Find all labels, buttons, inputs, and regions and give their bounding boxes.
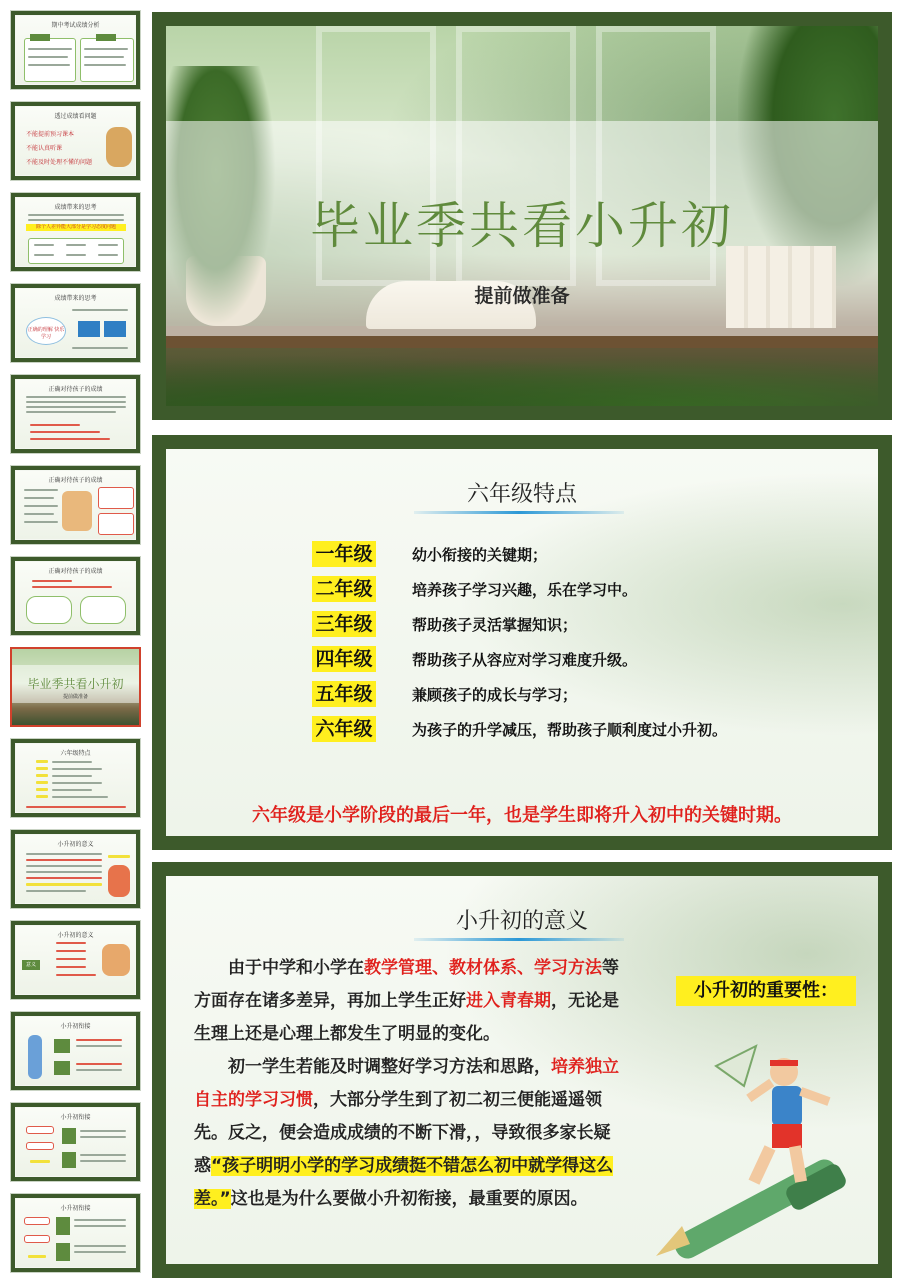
thumbnail-title: 毕业季共看小升初 <box>27 677 124 691</box>
slide-meaning <box>152 862 892 1278</box>
thumbnail-subtitle: 提前做准备 <box>62 694 88 700</box>
slide-main-title: 毕业季共看小升初 <box>310 197 734 255</box>
meaning-slide-background <box>166 876 878 1264</box>
key-point-text: 六年级是小学阶段的最后一年，也是学生即将升入初中的关键时期。 <box>252 805 792 826</box>
grade-description: 幼小衔接的关键期； <box>412 546 548 564</box>
importance-label: 小升初的重要性： <box>676 976 856 1006</box>
highlight-red: 进入青春期 <box>466 991 551 1011</box>
grade-description: 培养孩子学习兴趣，乐在学习中。 <box>412 581 638 599</box>
grade-slide-background <box>166 449 878 836</box>
grade-label: 五年级 <box>312 681 376 707</box>
highlight-red: 教学管理、教材体系、学习方法 <box>364 958 602 978</box>
thumbnail-title: 成绩带来的思考 <box>54 204 97 211</box>
slide-thumbnail-3[interactable] <box>10 192 141 272</box>
slide-thumbnail-12[interactable] <box>10 1011 141 1091</box>
title-slide-background <box>166 26 878 406</box>
grade-label: 二年级 <box>312 576 376 602</box>
grade-description: 兼顾孩子的成长与学习； <box>412 686 578 704</box>
slide-thumbnail-8-selected[interactable] <box>10 647 141 727</box>
slide-thumbnail-10[interactable] <box>10 829 141 909</box>
highlight-red: 培养独立自主的学习习惯 <box>194 1057 619 1110</box>
grade-description: 为孩子的升学减压，帮助孩子顺利度过小升初。 <box>412 721 728 739</box>
paragraph-2: 初一学生若能及时调整好学习方法和思路，培养独立自主的学习习惯，大部分学生到了初二初三便能遥遥领先。反之，便会造成成绩的不断下滑，，导致很多家长疑惑“孩子明明小学的学习成绩挺不错怎么初中就学得这么差。”这也是为什么要做小升初衔接，最重要的原因。 <box>194 1057 619 1209</box>
student-on-pen-illustration <box>656 1026 856 1264</box>
slide-thumbnail-9[interactable] <box>10 738 141 818</box>
slide-title <box>152 12 892 420</box>
thumbnail-title: 正确对待孩子的成绩 <box>48 386 103 393</box>
section-title: 小升初的意义 <box>455 909 588 934</box>
highlight-quote: “孩子明明小学的学习成绩挺不错怎么初中就学得这么差。” <box>194 1156 614 1209</box>
thumbnail-label: 意义 <box>22 960 40 970</box>
slide-thumbnail-5[interactable] <box>10 374 141 454</box>
thumbnail-title: 期中考试成绩分析 <box>51 22 100 29</box>
paragraph-1: 由于中学和小学在教学管理、教材体系、学习方法等方面存在诸多差异，再加上学生正好进入青春期，无论是生理上还是心理上都发生了明显的变化。 <box>194 958 619 1044</box>
slide-thumbnail-rail <box>0 0 148 1286</box>
slide-thumbnail-13[interactable] <box>10 1102 141 1182</box>
thumbnail-title: 小升初衔接 <box>60 1023 91 1030</box>
thumbnail-title: 成绩带来的思考 <box>54 295 97 302</box>
grade-label: 四年级 <box>312 646 376 672</box>
thumbnail-title: 正确对待孩子的成绩 <box>48 477 103 484</box>
title-underline <box>414 511 624 514</box>
thumbnail-line: 不能认真听课 <box>26 145 63 152</box>
thumbnail-title: 透过成绩看问题 <box>54 113 97 120</box>
slide-thumbnail-11[interactable] <box>10 920 141 1000</box>
section-title: 六年级特点 <box>466 482 577 507</box>
thumbnail-title: 小升初衔接 <box>60 1205 91 1212</box>
thumbnail-line: 不能提前预习课本 <box>26 131 75 138</box>
grade-description: 帮助孩子灵活掌握知识； <box>412 616 578 634</box>
slide-subtitle: 提前做准备 <box>474 285 570 307</box>
thumbnail-bubble: 正确的理解 快乐学习 <box>26 317 66 345</box>
slide-thumbnail-4[interactable] <box>10 283 141 363</box>
slide-thumbnail-7[interactable] <box>10 556 141 636</box>
slide-grade-features <box>152 435 892 850</box>
grade-label: 一年级 <box>312 541 376 567</box>
slide-thumbnail-14[interactable] <box>10 1193 141 1273</box>
thumbnail-title: 小升初的意义 <box>57 841 94 848</box>
title-underline <box>414 938 624 941</box>
grade-label: 三年级 <box>312 611 376 637</box>
thumbnail-title: 小升初的意义 <box>57 932 94 939</box>
thumbnail-title: 小升初衔接 <box>60 1114 91 1121</box>
slide-thumbnail-1[interactable] <box>10 10 141 90</box>
slide-thumbnail-2[interactable] <box>10 101 141 181</box>
thumbnail-highlight: 除个人差异能大部分是学习态度问题 <box>26 224 126 231</box>
grade-description: 帮助孩子从容应对学习难度升级。 <box>412 651 638 669</box>
slide-thumbnail-6[interactable] <box>10 465 141 545</box>
thumbnail-line: 不能及时处理不懂的问题 <box>26 159 93 166</box>
thumbnail-title: 六年级特点 <box>60 750 91 757</box>
grade-label: 六年级 <box>312 716 376 742</box>
thumbnail-title: 正确对待孩子的成绩 <box>48 568 103 575</box>
